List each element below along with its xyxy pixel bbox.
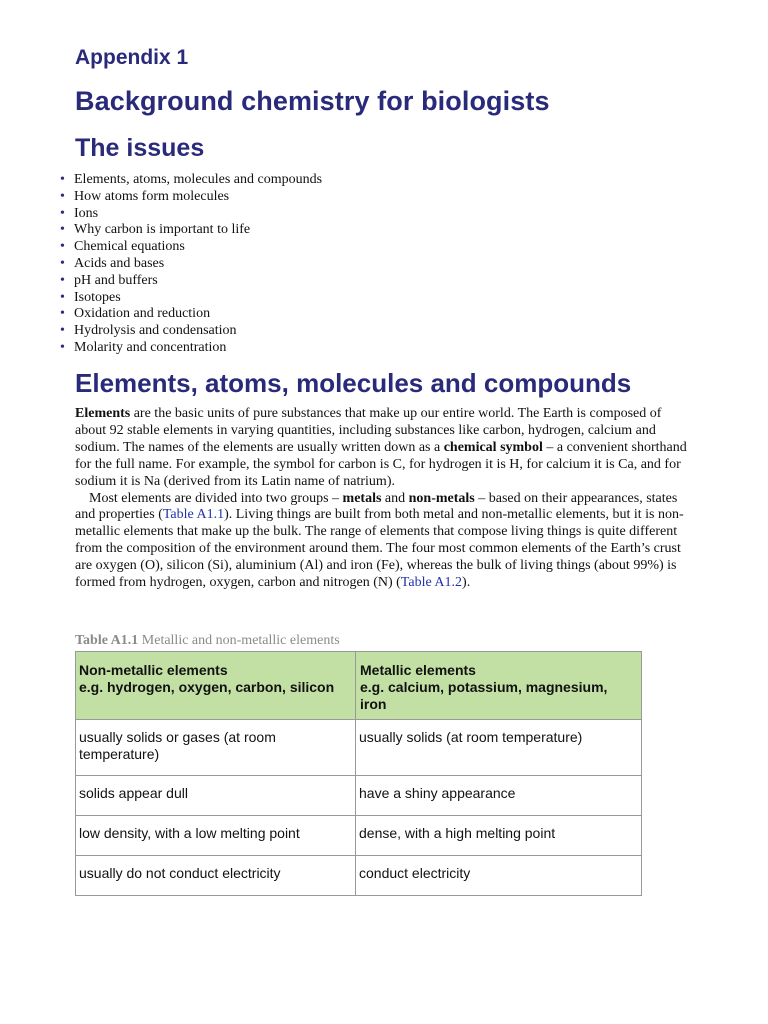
table-caption-label: Table A1.1 <box>75 633 139 648</box>
bullet-icon: • <box>60 172 65 187</box>
table-a1-1-link[interactable]: Table A1.1 <box>162 507 225 523</box>
term-non-metals: non-metals <box>408 490 475 506</box>
bullet-icon: • <box>60 205 65 221</box>
table-cell: low density, with a low melting point <box>76 816 356 856</box>
body-text <box>75 406 695 592</box>
section-heading: Elements, atoms, molecules and compounds <box>75 368 632 398</box>
bullet-icon: • <box>60 222 65 238</box>
table-cell: conduct electricity <box>356 856 642 896</box>
table-cell: usually solids or gases (at room temperature) <box>76 720 356 776</box>
bullet-icon: • <box>60 272 65 288</box>
bullet-icon: • <box>60 339 65 355</box>
list-item: • Oxidation and reduction <box>60 306 211 322</box>
bullet-icon: • <box>60 188 65 204</box>
table-caption: Table A1.1 Metallic and non-metallic elements <box>75 633 340 648</box>
table-row <box>76 816 642 856</box>
table-cell: usually solids (at room temperature) <box>356 720 642 776</box>
issues-list <box>60 172 322 357</box>
header-non-metallic: Non-metallic elements e.g. hydrogen, oxygen, carbon, silicon <box>76 652 356 720</box>
table-cell: have a shiny appearance <box>356 776 642 816</box>
term-chemical-symbol: chemical symbol <box>443 439 543 455</box>
list-item: • Elements, atoms, molecules and compounds <box>60 172 323 187</box>
bullet-icon: • <box>60 255 65 271</box>
list-item: • Acids and bases <box>60 255 165 271</box>
term-elements: Elements <box>75 406 131 421</box>
page-title: Background chemistry for biologists <box>75 86 550 116</box>
table-header-row <box>76 652 642 720</box>
header-metallic: Metallic elements e.g. calcium, potassium, magnesium, iron <box>356 652 642 720</box>
bullet-icon: • <box>60 323 65 339</box>
bullet-icon: • <box>60 306 65 322</box>
list-item: • How atoms form molecules <box>60 188 230 204</box>
paragraph-2: Most elements are divided into two groups – metals and non-metals – based on their appearances, states and properties (Table A1.1). Living things are built from both metal and non-metallic elements, but it is non-metallic elements that make up the bulk. The range of elements that compose living things is quite different from the composition of the environment around them. The four most common elements of the Earth’s crust are oxygen (O), silicon (Si), aluminium (Al) and iron (Fe), whereas the bulk of living things (about 99%) is formed from hydrogen, oxygen, carbon and nitrogen (N) (Table A1.2). <box>75 490 684 591</box>
table-a1-2-link[interactable]: Table A1.2 <box>400 575 463 591</box>
elements-table <box>75 651 642 896</box>
list-item: • Chemical equations <box>60 239 185 255</box>
table-cell: usually do not conduct electricity <box>76 856 356 896</box>
list-item: • Ions <box>60 205 99 221</box>
issues-heading: The issues <box>75 134 205 162</box>
table-row <box>76 720 642 776</box>
paragraph-1: Elements are the basic units of pure substances that make up our entire world. The Earth is composed of about 92 stable elements in varying quantities, including substances like carbon, hydrogen, calcium and sodium. The names of the elements are usually written down as a chemical symbol – a convenient shorthand for the full name. For example, the symbol for carbon is C, for hydrogen it is H, for calcium it is Ca, and for sodium it is Na (derived from its Latin name of natrium). <box>75 406 687 489</box>
list-item: • pH and buffers <box>60 272 158 288</box>
table-row <box>76 856 642 896</box>
appendix-label: Appendix 1 <box>75 46 189 69</box>
table-cell: solids appear dull <box>76 776 356 816</box>
list-item: • Molarity and concentration <box>60 339 227 355</box>
term-metals: metals <box>342 490 382 506</box>
list-item: • Why carbon is important to life <box>60 222 251 238</box>
bullet-icon: • <box>60 239 65 255</box>
table-row <box>76 776 642 816</box>
list-item: • Hydrolysis and condensation <box>60 323 237 339</box>
table-cell: dense, with a high melting point <box>356 816 642 856</box>
list-item: • Isotopes <box>60 289 121 305</box>
bullet-icon: • <box>60 289 65 305</box>
